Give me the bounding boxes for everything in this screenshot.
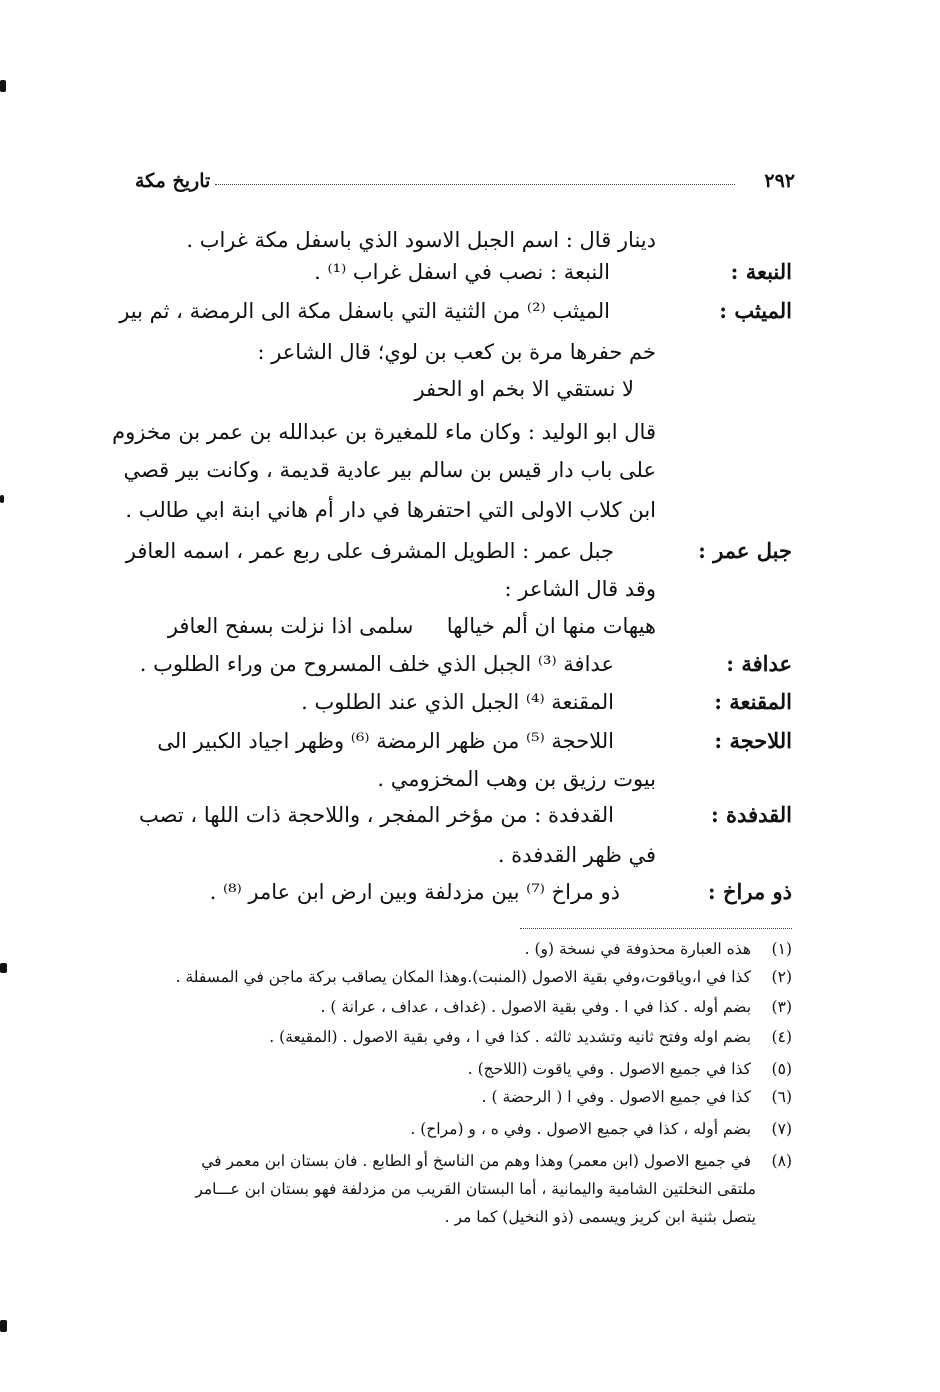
body-line: القدفدة : من مؤخر المفجر ، واللاحجة ذات اللها ، تصب bbox=[139, 803, 614, 827]
footnote-number: (٦) bbox=[771, 1088, 792, 1106]
headword: عدافة : bbox=[726, 651, 792, 676]
body-line: الميثب ⁽²⁾ من الثنية التي باسفل مكة الى الرمضة ، ثم بير bbox=[119, 299, 610, 323]
footnote-number: (٣) bbox=[771, 998, 792, 1016]
body-line: ابن كلاب الاولى التي احتفرها في دار أم هاني ابنة ابي طالب . bbox=[125, 498, 656, 522]
headword: النبعة : bbox=[730, 259, 792, 284]
scan-edge-mark bbox=[0, 495, 4, 503]
footnote bbox=[132, 966, 792, 988]
footnote-number: (٧) bbox=[771, 1120, 792, 1138]
footnote-separator bbox=[520, 928, 792, 929]
footnote bbox=[132, 1118, 792, 1140]
body-line: النبعة : نصب في اسفل غراب ⁽¹⁾ . bbox=[314, 260, 610, 284]
footnote-text: بضم أوله . كذا في ا . وفي بقية الاصول . (غداف ، عداف ، عرانة ) . bbox=[320, 998, 752, 1016]
body-line: عدافة ⁽³⁾ الجبل الذي خلف المسروح من وراء الطلوب . bbox=[139, 652, 614, 676]
body-line: اللاحجة ⁽⁵⁾ من ظهر الرمضة ⁽⁶⁾ وظهر اجياد الكبير الى bbox=[157, 729, 614, 753]
footnote-text: بضم اوله وفتح ثانيه وتشديد ثالثه . كذا في ا ، وفي بقية الاصول . (المقيعة) . bbox=[269, 1028, 752, 1046]
body-line: بيوت رزيق بن وهب المخزومي . bbox=[377, 767, 656, 791]
headword: القدفدة : bbox=[710, 802, 792, 827]
body-line: جبل عمر : الطويل المشرف على ربع عمر ، اسمه العافر bbox=[125, 539, 614, 563]
footnote-text: كذا في ا،وياقوت،وفي بقية الاصول (المنبت).وهذا المكان يصاقب بركة ماجن في المسفلة . bbox=[175, 968, 752, 986]
footnote bbox=[132, 996, 792, 1018]
headword: المقنعة : bbox=[714, 689, 792, 714]
body-line: دينار قال : اسم الجبل الاسود الذي باسفل مكة غراب . bbox=[186, 228, 656, 252]
footnote bbox=[132, 1026, 792, 1048]
verse-line: هيهات منها ان ألم خيالها سلمى اذا نزلت بسفح العافر bbox=[167, 614, 656, 638]
headword: ذو مراخ : bbox=[707, 879, 792, 904]
body-line: قال ابو الوليد : وكان ماء للمغيرة بن عبدالله بن عمر بن مخزوم bbox=[112, 420, 656, 444]
footnote bbox=[132, 938, 792, 960]
footnote-continuation: ملتقى النخلتين الشامية واليمانية ، أما البستان القريب من مزدلفة فهو بستان ابن عـــامر bbox=[195, 1180, 756, 1198]
body-line: في ظهر القدفدة . bbox=[497, 843, 656, 867]
scan-edge-mark bbox=[0, 963, 7, 973]
scan-edge-mark bbox=[0, 1320, 7, 1332]
header-dotted-rule bbox=[215, 184, 735, 185]
headword: الميثب : bbox=[719, 298, 792, 323]
running-title: تاريخ مكة bbox=[135, 170, 211, 192]
headword: اللاحجة : bbox=[714, 728, 792, 753]
footnote-text: كذا في جميع الاصول . وفي ا ( الرحضة ) . bbox=[481, 1088, 752, 1106]
footnote-number: (٨) bbox=[771, 1152, 792, 1170]
body-line: وقد قال الشاعر : bbox=[504, 577, 656, 601]
footnote-number: (٥) bbox=[771, 1060, 792, 1078]
body-line: على باب دار قيس بن سالم بير عادية قديمة ، وكانت بير قصي bbox=[123, 458, 656, 482]
footnote-number: (٢) bbox=[771, 968, 792, 986]
footnote-number: (١) bbox=[771, 940, 792, 958]
page-number: ٢٩٢ bbox=[764, 170, 795, 192]
footnote bbox=[132, 1086, 792, 1108]
body-line: المقنعة ⁽⁴⁾ الجبل الذي عند الطلوب . bbox=[301, 690, 614, 714]
scan-edge-mark bbox=[0, 80, 6, 92]
footnote-text: هذه العبارة محذوفة في نسخة (و) . bbox=[524, 940, 752, 958]
body-line: لا نستقي الا بخم او الحفر bbox=[414, 377, 634, 401]
footnote-continuation: يتصل بثنية ابن كريز ويسمى (ذو النخيل) كما مر . bbox=[444, 1208, 756, 1226]
body-line: ذو مراخ ⁽⁷⁾ بين مزدلفة وبين ارض ابن عامر ⁽⁸⁾ . bbox=[209, 880, 620, 904]
footnote bbox=[132, 1058, 792, 1080]
footnote bbox=[132, 1150, 792, 1172]
footnote-text: في جميع الاصول (ابن معمر) وهذا وهم من الناسخ أو الطابع . فان بستان ابن معمر في bbox=[201, 1152, 752, 1170]
body-line: خم حفرها مرة بن كعب بن لوي؛ قال الشاعر : bbox=[257, 340, 656, 364]
footnote-number: (٤) bbox=[771, 1028, 792, 1046]
footnote-text: بضم أوله ، كذا في جميع الاصول . وفي ه ، و (مراح) . bbox=[410, 1120, 752, 1138]
page-header bbox=[135, 170, 795, 194]
footnote-text: كذا في جميع الاصول . وفي ياقوت (اللاحج) . bbox=[467, 1060, 752, 1078]
headword: جبل عمر : bbox=[698, 538, 792, 563]
